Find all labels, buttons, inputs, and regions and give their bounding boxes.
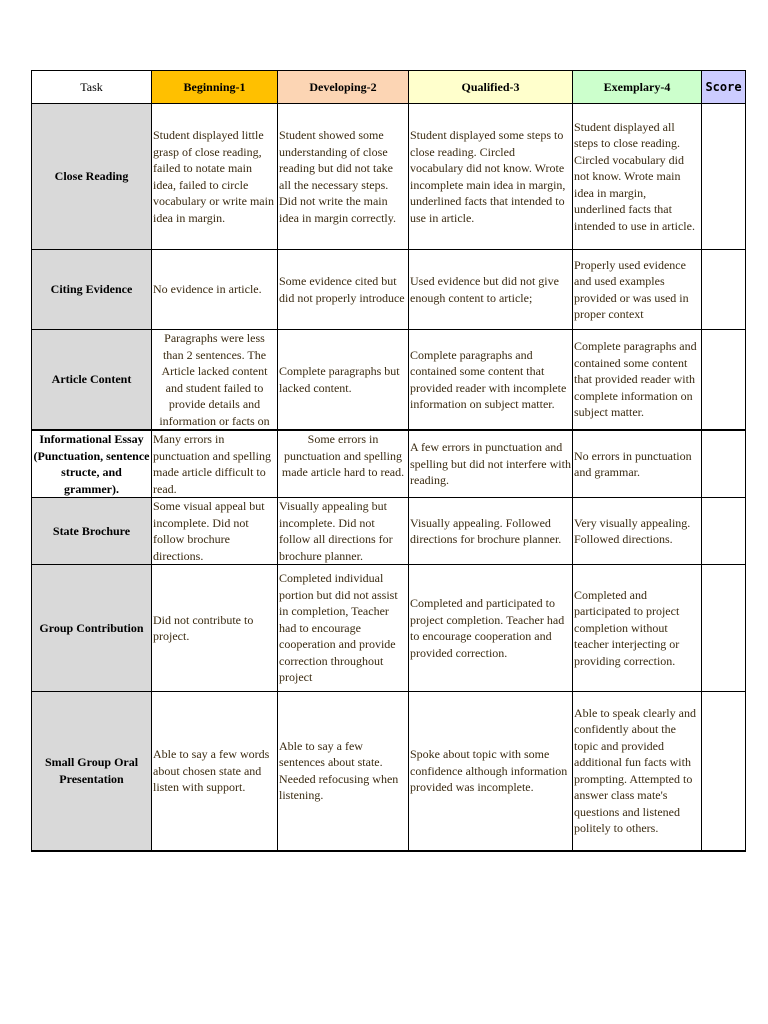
developing-cell: Visually appealing but incomplete. Did not follow all directions for brochure planner. bbox=[278, 498, 409, 565]
score-cell[interactable] bbox=[702, 430, 746, 498]
developing-cell: Complete paragraphs but lacked content. bbox=[278, 330, 409, 431]
rubric-row-article-content bbox=[32, 330, 746, 431]
header-row bbox=[32, 71, 746, 104]
exemplary-cell: Able to speak clearly and confidently about the topic and provided additional fun facts with prompting. Attempted to answer class mate's questions and listened politely to others. bbox=[573, 692, 702, 851]
exemplary-cell: Very visually appealing. Followed directions. bbox=[573, 498, 702, 565]
qualified-cell: Complete paragraphs and contained some content that provided reader with incomplete information on subject matter. bbox=[409, 330, 573, 431]
developing-cell: Completed individual portion but did not assist in completion, Teacher had to encourage cooperation and provide correction throughout project bbox=[278, 565, 409, 692]
exemplary-column-header: Exemplary-4 bbox=[573, 71, 702, 104]
developing-cell: Some errors in punctuation and spelling made article hard to read. bbox=[278, 430, 409, 498]
beginning-column-header: Beginning-1 bbox=[152, 71, 278, 104]
developing-cell: Student showed some understanding of close reading but did not take all the necessary steps. Did not write the main idea in margin correctly. bbox=[278, 104, 409, 250]
rubric-table bbox=[31, 70, 746, 852]
qualified-cell: Visually appealing. Followed directions for brochure planner. bbox=[409, 498, 573, 565]
task-column-header: Task bbox=[32, 71, 152, 104]
qualified-cell: Spoke about topic with some confidence although information provided was incomplete. bbox=[409, 692, 573, 851]
score-cell[interactable] bbox=[702, 498, 746, 565]
task-label: Close Reading bbox=[32, 104, 152, 250]
developing-cell: Able to say a few sentences about state. Needed refocusing when listening. bbox=[278, 692, 409, 851]
exemplary-cell: Properly used evidence and used examples provided or was used in proper context bbox=[573, 250, 702, 330]
developing-cell: Some evidence cited but did not properly introduce bbox=[278, 250, 409, 330]
qualified-cell: Used evidence but did not give enough content to article; bbox=[409, 250, 573, 330]
task-label: State Brochure bbox=[32, 498, 152, 565]
task-label: Citing Evidence bbox=[32, 250, 152, 330]
task-label: Group Contribution bbox=[32, 565, 152, 692]
beginning-cell: No evidence in article. bbox=[152, 250, 278, 330]
score-cell[interactable] bbox=[702, 250, 746, 330]
rubric-row-oral-presentation bbox=[32, 692, 746, 851]
rubric-row-close-reading bbox=[32, 104, 746, 250]
score-column-header: Score bbox=[702, 71, 746, 104]
task-label: Article Content bbox=[32, 330, 152, 431]
beginning-cell: Many errors in punctuation and spelling made article difficult to read. bbox=[152, 430, 278, 498]
rubric-row-group-contribution bbox=[32, 565, 746, 692]
beginning-cell: Some visual appeal but incomplete. Did not follow brochure directions. bbox=[152, 498, 278, 565]
exemplary-cell: Complete paragraphs and contained some content that provided reader with complete information on subject matter. bbox=[573, 330, 702, 431]
beginning-cell: Did not contribute to project. bbox=[152, 565, 278, 692]
task-label: Small Group Oral Presentation bbox=[32, 692, 152, 851]
beginning-cell: Student displayed little grasp of close reading, failed to notate main idea, failed to circle vocabulary or write main idea in margin. bbox=[152, 104, 278, 250]
qualified-cell: Completed and participated to project completion. Teacher had to encourage cooperation and provided correction. bbox=[409, 565, 573, 692]
exemplary-cell: No errors in punctuation and grammar. bbox=[573, 430, 702, 498]
score-cell[interactable] bbox=[702, 565, 746, 692]
score-cell[interactable] bbox=[702, 692, 746, 851]
task-label: Informational Essay (Punctuation, sentence structe, and grammer). bbox=[33, 432, 150, 496]
rubric-row-citing-evidence bbox=[32, 250, 746, 330]
rubric-row-informational-essay bbox=[32, 430, 746, 498]
qualified-cell: Student displayed some steps to close reading. Circled vocabulary did not know. Wrote incomplete main idea in margin, underlined facts that intended to use in article. bbox=[409, 104, 573, 250]
exemplary-cell: Completed and participated to project completion without teacher interjecting or providing correction. bbox=[573, 565, 702, 692]
score-cell[interactable] bbox=[702, 330, 746, 431]
developing-column-header: Developing-2 bbox=[278, 71, 409, 104]
qualified-column-header: Qualified-3 bbox=[409, 71, 573, 104]
exemplary-cell: Student displayed all steps to close reading. Circled vocabulary did not know. Wrote main idea in margin, underlined facts that intended to use in article. bbox=[573, 104, 702, 250]
score-cell[interactable] bbox=[702, 104, 746, 250]
rubric-row-state-brochure bbox=[32, 498, 746, 565]
qualified-cell: A few errors in punctuation and spelling but did not interfere with reading. bbox=[409, 430, 573, 498]
beginning-cell: Able to say a few words about chosen state and listen with support. bbox=[152, 692, 278, 851]
beginning-cell: Paragraphs were less than 2 sentences. The Article lacked content and student failed to provide details and information or facts on bbox=[152, 330, 278, 431]
